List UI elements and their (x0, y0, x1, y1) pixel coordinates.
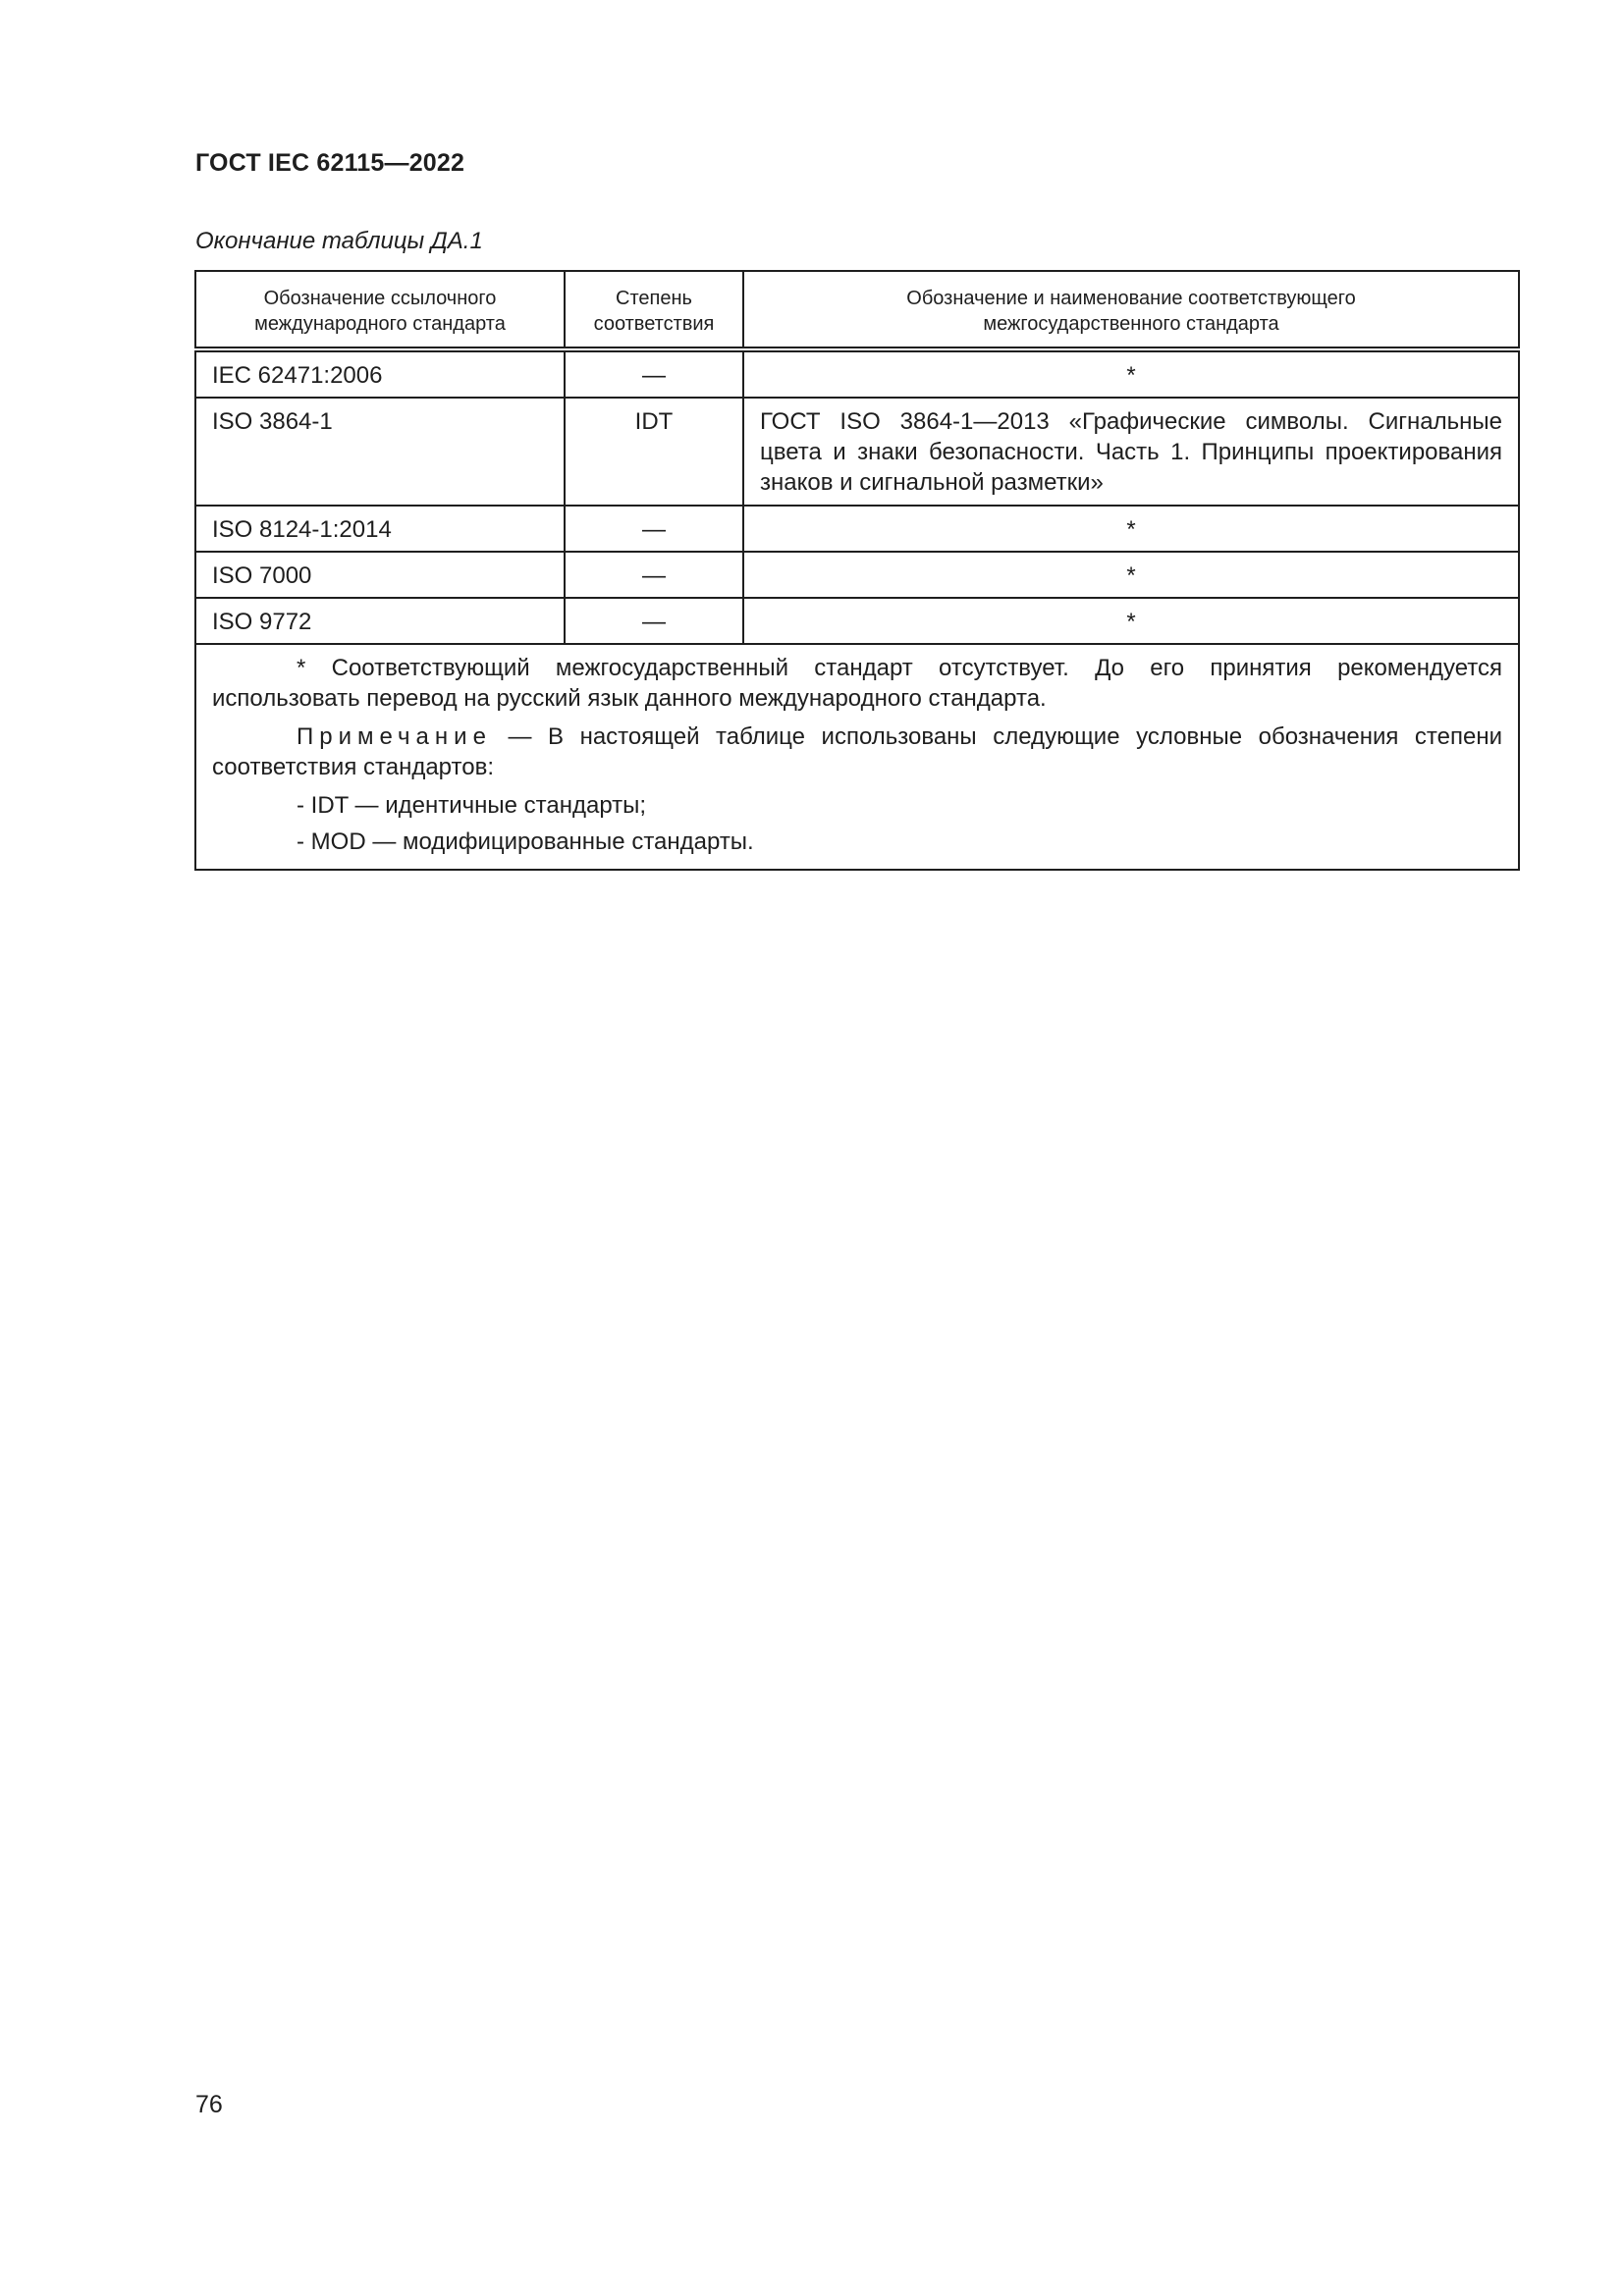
row-degree: IDT (565, 398, 743, 506)
row-code: ISO 9772 (195, 598, 565, 644)
table-header-row (195, 271, 1519, 349)
row-code: ISO 8124-1:2014 (195, 506, 565, 552)
note-label: Примечание (297, 723, 492, 750)
row-degree: — (565, 552, 743, 598)
note-text: — В настоящей таблице использованы следующие условные обозначения степени соответствия стандартов: (212, 723, 1502, 780)
table-note (212, 721, 1502, 782)
row-title: * (743, 552, 1519, 598)
header-reference-standard: Обозначение ссылочного международного стандарта (195, 271, 565, 349)
header-degree: Степень соответствия (565, 271, 743, 349)
list-item: - MOD — модифицированные стандарты. (297, 828, 754, 855)
correspondence-table (194, 270, 1520, 871)
table-row (195, 552, 1519, 598)
row-degree: — (565, 506, 743, 552)
document-header: ГОСТ IEC 62115—2022 (195, 149, 465, 177)
page-number: 76 (195, 2091, 223, 2118)
row-degree: — (565, 349, 743, 398)
row-code: ISO 7000 (195, 552, 565, 598)
row-title: * (743, 349, 1519, 398)
list-item: - IDT — идентичные стандарты; (297, 792, 647, 819)
table-row (195, 598, 1519, 644)
row-degree: — (565, 598, 743, 644)
row-title: * (743, 506, 1519, 552)
table-row (195, 398, 1519, 506)
table-footnote: * Соответствующий межгосударственный стандарт отсутствует. До его принятия рекомендуется использовать перевод на русский язык данного международного стандарта. (212, 655, 1502, 712)
row-title: * (743, 598, 1519, 644)
header-interstate-standard: Обозначение и наименование соответствующего межгосударственного стандарта (743, 271, 1519, 349)
table-notes-row (195, 644, 1519, 870)
row-code: ISO 3864-1 (195, 398, 565, 506)
table-row (195, 506, 1519, 552)
table-caption: Окончание таблицы ДА.1 (195, 228, 483, 254)
note-list (212, 790, 1502, 857)
row-code: IEC 62471:2006 (195, 349, 565, 398)
table-row (195, 349, 1519, 398)
table-notes (195, 644, 1519, 870)
row-title: ГОСТ ISO 3864-1—2013 «Графические символы. Сигнальные цвета и знаки безопасности. Часть 1. Принципы проектирования знаков и сигнальной разметки» (743, 398, 1519, 506)
